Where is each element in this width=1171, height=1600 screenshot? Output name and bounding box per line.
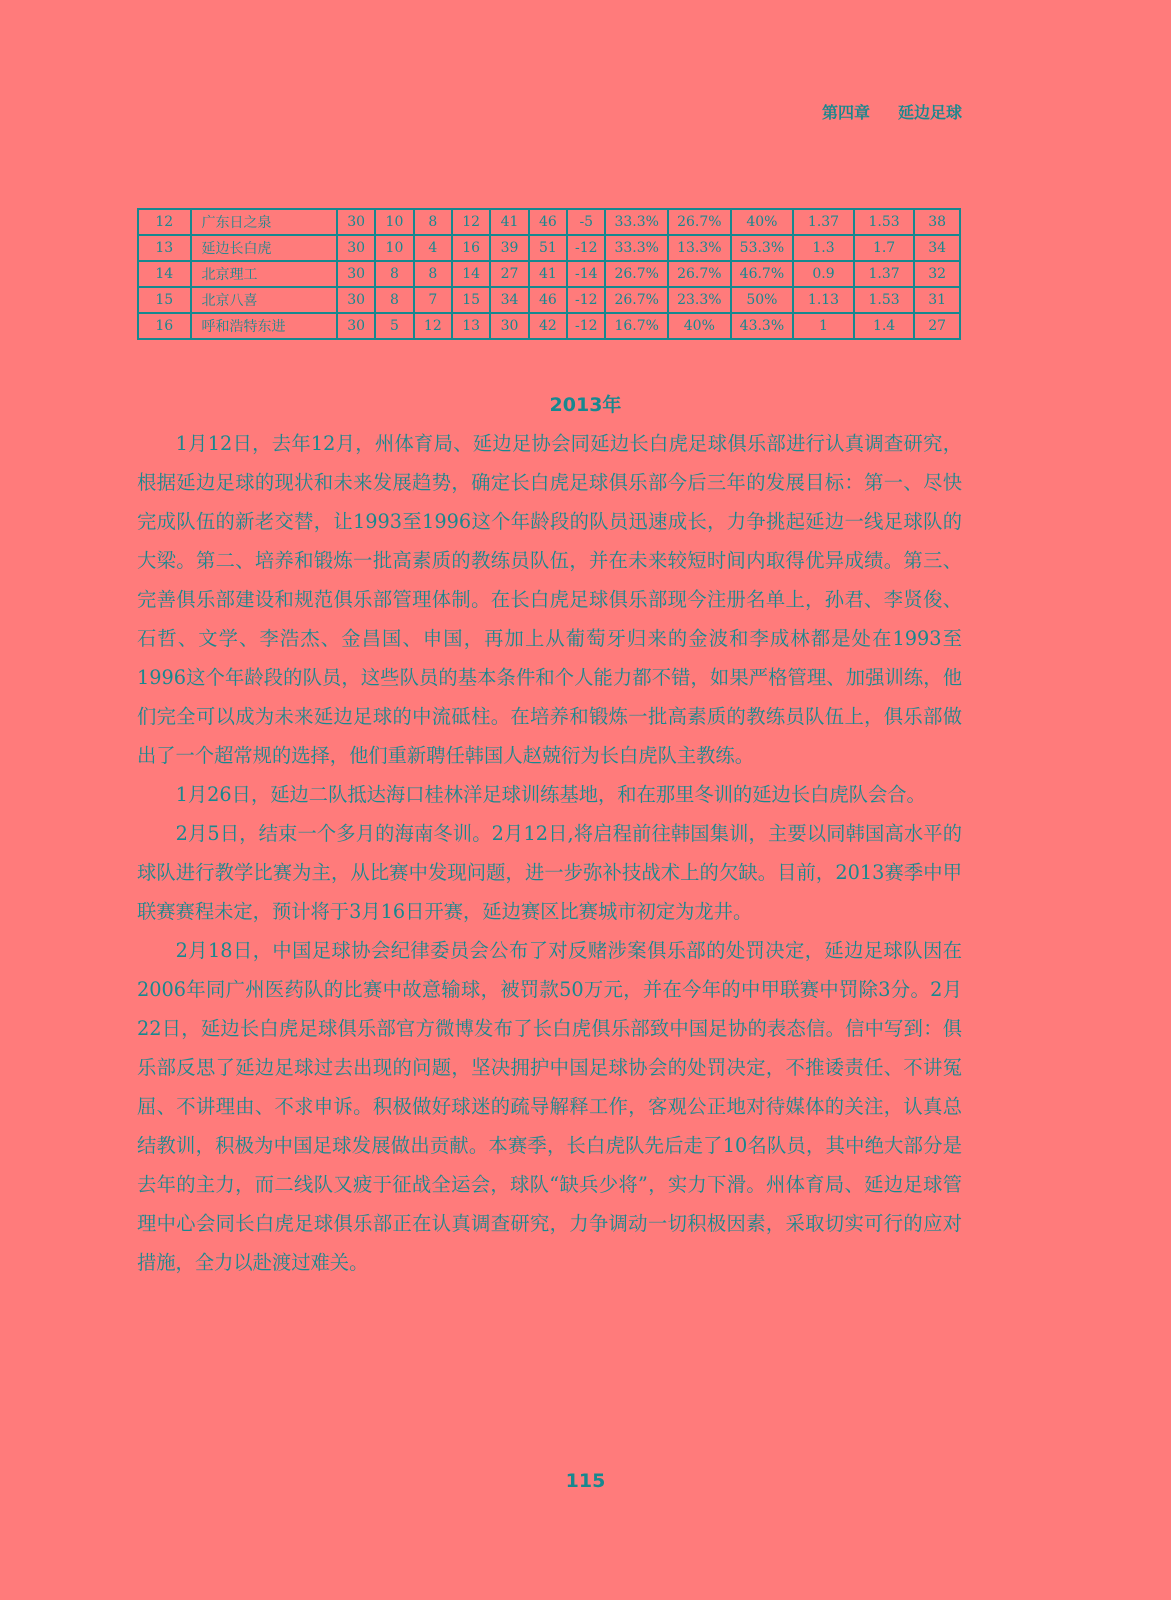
table-cell: 46 xyxy=(529,209,567,235)
standings-table-body xyxy=(138,209,960,339)
table-cell: 33.3% xyxy=(605,209,668,235)
chapter-title: 延边足球 xyxy=(897,103,962,122)
table-cell: 8 xyxy=(375,287,413,313)
table-cell: 26.7% xyxy=(668,261,731,287)
table-cell: 1.7 xyxy=(854,235,915,261)
table-cell: -5 xyxy=(567,209,605,235)
table-cell: 1.53 xyxy=(854,209,915,235)
table-cell: 10 xyxy=(375,235,413,261)
table-cell: 1.37 xyxy=(854,261,915,287)
table-cell: 53.3% xyxy=(731,235,794,261)
table-cell: 4 xyxy=(414,235,452,261)
table-cell: 30 xyxy=(337,313,375,339)
table-cell: -12 xyxy=(567,235,605,261)
table-cell: 1.37 xyxy=(793,209,854,235)
table-cell: 16.7% xyxy=(605,313,668,339)
table-cell: 41 xyxy=(490,209,528,235)
table-cell: 26.7% xyxy=(668,209,731,235)
paragraph: 2月18日，中国足球协会纪律委员会公布了对反赌涉案俱乐部的处罚决定，延边足球队因在2006年同广州医药队的比赛中故意输球，被罚款50万元，并在今年的中甲联赛中罚除3分。2月22日，延边长白虎足球俱乐部官方微博发布了长白虎俱乐部致中国足协的表态信。信中写到：俱乐部反思了延边足球过去出现的问题，坚决拥护中国足球协会的处罚决定，不推诿责任、不讲冤屈、不讲理由、不求申诉。积极做好球迷的疏导解释工作，客观公正地对待媒体的关注，认真总结教训，积极为中国足球发展做出贡献。本赛季，长白虎队先后走了10名队员，其中绝大部分是去年的主力，而二线队又疲于征战全运会，球队“缺兵少将”，实力下滑。州体育局、延边足球管理中心会同长白虎足球俱乐部正在认真调查研究，力争调动一切积极因素，采取切实可行的应对措施，全力以赴渡过难关。 xyxy=(137,939,962,1274)
team-name-cell: 延边长白虎 xyxy=(191,235,337,261)
table-cell: 40% xyxy=(668,313,731,339)
table-cell: -12 xyxy=(567,287,605,313)
team-name-cell: 呼和浩特东进 xyxy=(191,313,337,339)
table-cell: 30 xyxy=(490,313,528,339)
table-row xyxy=(138,209,960,235)
table-cell: 0.9 xyxy=(793,261,854,287)
table-cell: 1.3 xyxy=(793,235,854,261)
table-cell: 30 xyxy=(337,261,375,287)
table-cell: -14 xyxy=(567,261,605,287)
chapter-label: 第四章 xyxy=(822,103,871,122)
table-cell: 51 xyxy=(529,235,567,261)
table-row xyxy=(138,287,960,313)
table-cell: 15 xyxy=(138,287,191,313)
table-cell: 39 xyxy=(490,235,528,261)
table-cell: 30 xyxy=(337,209,375,235)
standings-table xyxy=(137,208,961,340)
table-cell: -12 xyxy=(567,313,605,339)
table-cell: 14 xyxy=(138,261,191,287)
body-text xyxy=(137,424,962,1282)
team-name-cell: 广东日之泉 xyxy=(191,209,337,235)
page-number: 115 xyxy=(565,1470,606,1492)
table-cell: 33.3% xyxy=(605,235,668,261)
table-cell: 31 xyxy=(914,287,960,313)
table-cell: 43.3% xyxy=(731,313,794,339)
table-cell: 5 xyxy=(375,313,413,339)
table-cell: 32 xyxy=(914,261,960,287)
table-cell: 8 xyxy=(375,261,413,287)
table-cell: 46 xyxy=(529,287,567,313)
paragraph: 1月12日，去年12月，州体育局、延边足协会同延边长白虎足球俱乐部进行认真调查研究，根据延边足球的现状和未来发展趋势，确定长白虎足球俱乐部今后三年的发展目标：第一、尽快完成队伍的新老交替，让1993至1996这个年龄段的队员迅速成长，力争挑起延边一线足球队的大梁。第二、培养和锻炼一批高素质的教练员队伍，并在未来较短时间内取得优异成绩。第三、完善俱乐部建设和规范俱乐部管理体制。在长白虎足球俱乐部现今注册名单上，孙君、李贤俊、石哲、文学、李浩杰、金昌国、申国，再加上从葡萄牙归来的金波和李成林都是处在1993至1996这个年龄段的队员，这些队员的基本条件和个人能力都不错，如果严格管理、加强训练，他们完全可以成为未来延边足球的中流砥柱。在培养和锻炼一批高素质的教练员队伍上，俱乐部做出了一个超常规的选择，他们重新聘任韩国人赵兢衍为长白虎队主教练。 xyxy=(137,432,962,767)
paragraph: 1月26日，延边二队抵达海口桂林洋足球训练基地，和在那里冬训的延边长白虎队会合。 xyxy=(175,783,926,806)
table-cell: 12 xyxy=(414,313,452,339)
table-cell: 16 xyxy=(138,313,191,339)
running-header xyxy=(822,100,962,123)
table-cell: 41 xyxy=(529,261,567,287)
paragraph: 2月5日，结束一个多月的海南冬训。2月12日,将启程前往韩国集训，主要以同韩国高水平的球队进行教学比赛为主，从比赛中发现问题，进一步弥补技战术上的欠缺。目前，2013赛季中甲联赛赛程未定，预计将于3月16日开赛，延边赛区比赛城市初定为龙井。 xyxy=(137,822,962,923)
table-cell: 10 xyxy=(375,209,413,235)
table-cell: 40% xyxy=(731,209,794,235)
section-heading: 2013年 xyxy=(549,394,622,416)
table-cell: 1.53 xyxy=(854,287,915,313)
table-cell: 34 xyxy=(490,287,528,313)
table-cell: 50% xyxy=(731,287,794,313)
table-cell: 1.4 xyxy=(854,313,915,339)
table-cell: 46.7% xyxy=(731,261,794,287)
table-cell: 8 xyxy=(414,261,452,287)
table-cell: 8 xyxy=(414,209,452,235)
table-row xyxy=(138,313,960,339)
table-cell: 27 xyxy=(490,261,528,287)
table-row xyxy=(138,235,960,261)
table-row xyxy=(138,261,960,287)
table-cell: 26.7% xyxy=(605,261,668,287)
table-cell: 1.13 xyxy=(793,287,854,313)
table-cell: 14 xyxy=(452,261,490,287)
table-cell: 26.7% xyxy=(605,287,668,313)
table-cell: 34 xyxy=(914,235,960,261)
team-name-cell: 北京理工 xyxy=(191,261,337,287)
team-name-cell: 北京八喜 xyxy=(191,287,337,313)
table-cell: 1 xyxy=(793,313,854,339)
table-cell: 15 xyxy=(452,287,490,313)
table-cell: 42 xyxy=(529,313,567,339)
table-cell: 12 xyxy=(138,209,191,235)
table-cell: 16 xyxy=(452,235,490,261)
table-cell: 12 xyxy=(452,209,490,235)
table-cell: 7 xyxy=(414,287,452,313)
table-cell: 13.3% xyxy=(668,235,731,261)
table-cell: 13 xyxy=(138,235,191,261)
table-cell: 27 xyxy=(914,313,960,339)
table-cell: 38 xyxy=(914,209,960,235)
table-cell: 23.3% xyxy=(668,287,731,313)
table-cell: 30 xyxy=(337,287,375,313)
table-cell: 30 xyxy=(337,235,375,261)
table-cell: 13 xyxy=(452,313,490,339)
